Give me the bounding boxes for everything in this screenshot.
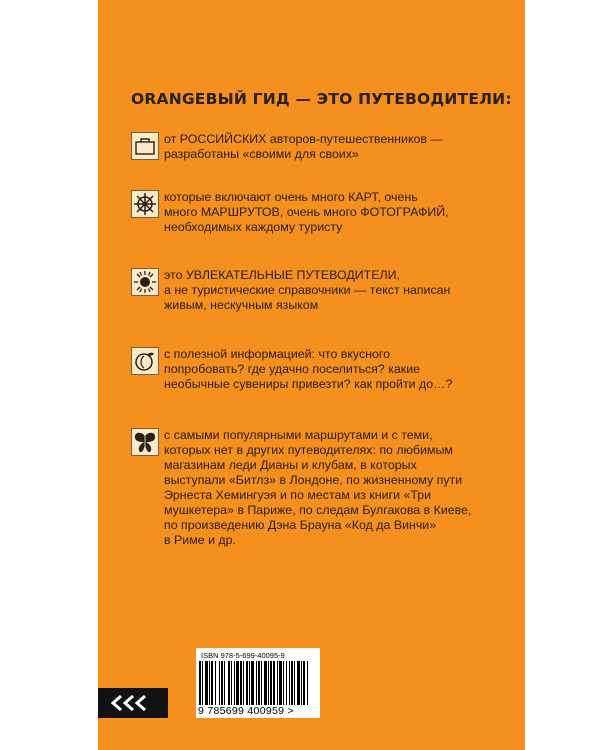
barcode-bar <box>270 661 272 705</box>
cover-heading: ORANGEВЫЙ ГИД — ЭТО ПУТЕВОДИТЕЛИ: <box>131 90 512 108</box>
barcode-bar <box>291 661 293 705</box>
fruit-icon <box>131 347 159 375</box>
barcode-bar <box>231 661 232 705</box>
feature-text: которые включают очень много КАРТ, очень много МАРШРУТОВ, очень много ФОТОГРАФИЙ, необходимых каждому туристу <box>164 190 449 234</box>
barcode-bar <box>221 661 223 705</box>
barcode-bar <box>307 661 308 705</box>
barcode-bars <box>199 661 311 705</box>
barcode-bar <box>283 661 284 705</box>
barcode-bar <box>224 661 225 705</box>
publisher-logo <box>98 688 168 718</box>
barcode-bar <box>215 661 216 705</box>
barcode-bar <box>199 661 201 705</box>
feature-text: с самыми популярными маршрутами и с теми, которых нет в других путеводителях: по любимым магазинам леди Дианы и клубам, в которых выступали «Битлз» в Лондоне, по жизненному пути Эрнеста Хемингуэя и по местам из книги «Три мушкетера» в Париже, по следам Булгакова в Киеве, по произведению Дэна Брауна «Код да Винчи» в Риме и др. <box>164 428 472 547</box>
barcode-bar <box>297 661 300 705</box>
feature-text: это УВЛЕКАТЕЛЬНЫЕ ПУТЕВОДИТЕЛИ, а не туристические справочники — текст написан живым, нескучным языком <box>164 268 451 312</box>
barcode-bar <box>261 661 262 705</box>
isbn-barcode <box>196 648 320 718</box>
barcode-bar <box>301 661 302 705</box>
barcode-bar <box>240 661 242 705</box>
barcode-bar <box>243 661 244 705</box>
barcode-bar <box>209 661 210 705</box>
barcode-bar <box>294 661 295 705</box>
feature-text: от РОССИЙСКИХ авторов-путешественников — разработаны «своими для своих» <box>164 132 443 161</box>
barcode-bar <box>256 661 257 705</box>
barcode-bar <box>289 661 290 705</box>
book-back-cover <box>98 0 525 750</box>
barcode-bar <box>279 661 282 705</box>
barcode-bar <box>205 661 208 705</box>
barcode-bar <box>273 661 275 705</box>
butterfly-icon <box>131 428 159 456</box>
barcode-bar <box>264 661 267 705</box>
chevrons-icon <box>109 693 157 713</box>
suitcase-icon <box>131 132 159 160</box>
barcode-bar <box>277 661 278 705</box>
feature-text: с полезной информацией: что вкусного попробовать? где удачно поселиться? какие необычные сувениры привезти? как пройти до…? <box>164 347 453 391</box>
barcode-bar <box>268 661 269 705</box>
barcode-bar <box>234 661 235 705</box>
barcode-bar <box>236 661 239 705</box>
barcode-bar <box>303 661 305 705</box>
barcode-bar <box>286 661 287 705</box>
barcode-bar <box>211 661 213 705</box>
barcode-bar <box>246 661 248 705</box>
barcode-bar <box>251 661 254 705</box>
barcode-digits: 9 785699 400959 > <box>198 705 294 717</box>
barcode-bar <box>219 661 220 705</box>
ship-wheel-icon <box>131 190 159 218</box>
barcode-bar <box>202 661 203 705</box>
barcode-bar <box>228 661 230 705</box>
barcode-bar <box>258 661 260 705</box>
isbn-label: ISBN 978-5-699-40095-9 <box>201 651 285 660</box>
sun-icon <box>131 268 159 296</box>
barcode-bar <box>249 661 250 705</box>
